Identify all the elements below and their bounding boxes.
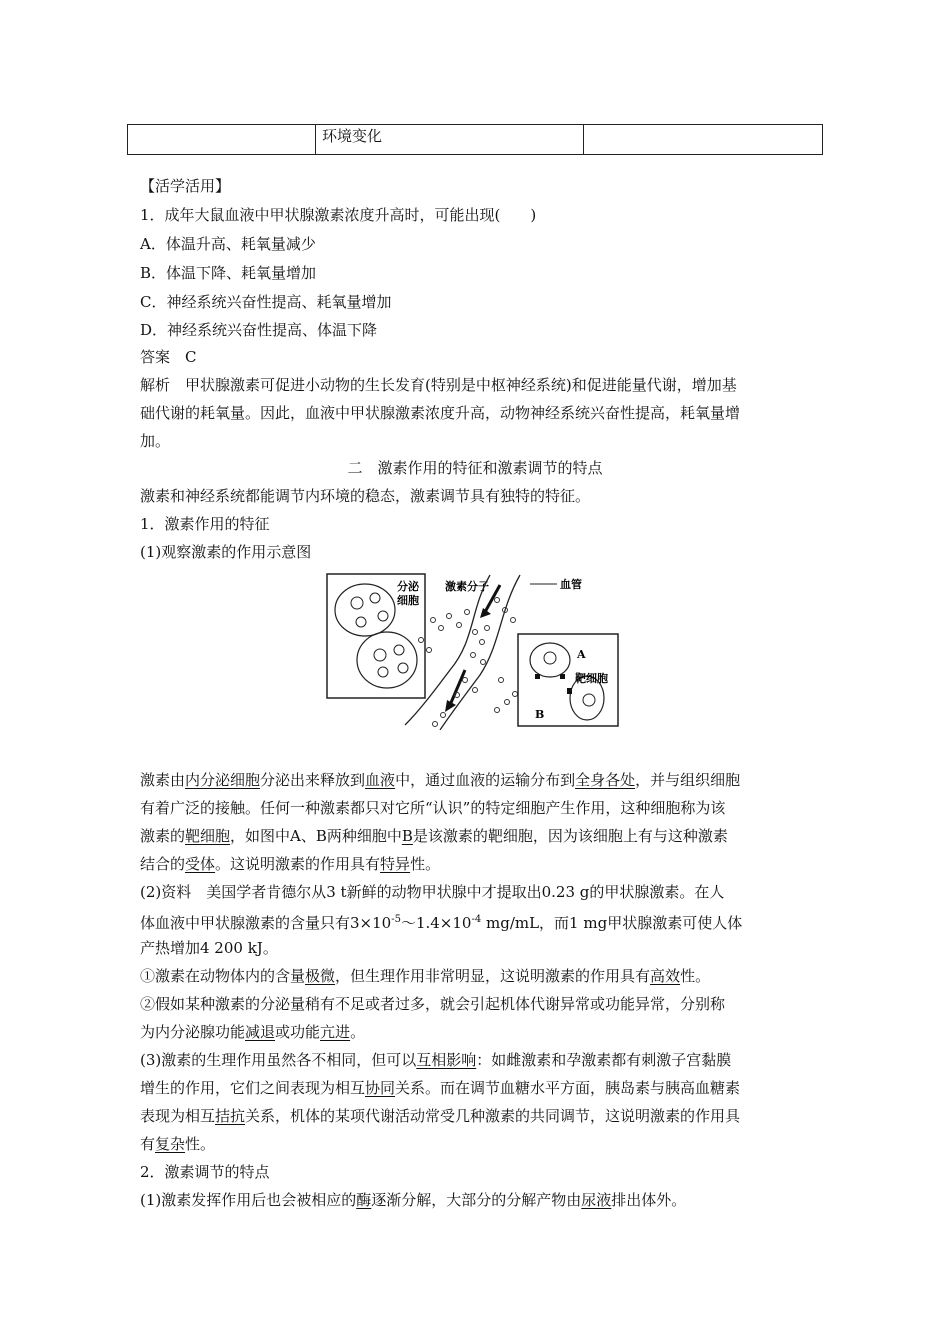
blank-answer: 拮抗: [215, 1107, 246, 1125]
blank-answer: 减退: [245, 1023, 276, 1041]
para-line: (1)激素发挥作用后也会被相应的酶逐渐分解，大部分的分解产物由尿液排出体外。: [140, 1191, 687, 1209]
blank-answer: 血液: [365, 771, 396, 789]
label-vessel: 血管: [560, 578, 582, 591]
table-cell: [128, 125, 316, 155]
intro-text: 激素和神经系统都能调节内环境的稳态，激素调节具有独特的特征。: [140, 487, 591, 505]
para-line: 有着广泛的接触。任何一种激素都只对它所“认识”的特定细胞产生作用，这种细胞称为该: [140, 799, 726, 817]
flow-arrow: [450, 670, 465, 705]
label-target: 靶细胞: [575, 672, 608, 685]
option-c: C．神经系统兴奋性提高、耗氧量增加: [140, 293, 392, 311]
blank-answer: 特异: [380, 855, 411, 873]
blank-answer: 全身各处: [575, 771, 636, 789]
blank-answer: 高效: [650, 967, 681, 985]
label-secretory: 分泌: [397, 580, 419, 593]
analysis-line: 解析 甲状腺激素可促进小动物的生长发育(特别是中枢神经系统)和促进能量代谢，增加基: [140, 376, 737, 394]
para-line: ②假如某种激素的分泌量稍有不足或者过多，就会引起机体代谢异常或功能异常，分别称: [140, 995, 726, 1013]
blank-answer: 复杂: [155, 1135, 186, 1153]
secretory-cell: [335, 584, 395, 636]
para-line: 结合的受体。这说明激素的作用具有特异性。: [140, 855, 441, 873]
subheading: 2．激素调节的特点: [140, 1163, 270, 1181]
para-line: (3)激素的生理作用虽然各不相同，但可以互相影响：如雌激素和孕激素都有刺激子宫黏膜: [140, 1051, 732, 1069]
section-label: 【活学活用】: [140, 177, 231, 195]
label-cell: 细胞: [397, 594, 419, 607]
para-line: 增生的作用，它们之间表现为相互协同关系。而在调节血糖水平方面，胰岛素与胰高血糖素: [140, 1079, 741, 1097]
section-heading: 二 激素作用的特征和激素调节的特点: [347, 459, 603, 477]
table-cell: 环境变化: [316, 125, 584, 155]
analysis-line: 加。: [140, 432, 171, 450]
blank-answer: 尿液: [581, 1191, 612, 1209]
table-fragment: [127, 124, 823, 155]
label-a: A: [577, 648, 586, 661]
answer: 答案 C: [140, 348, 197, 366]
subheading: (1)观察激素的作用示意图: [140, 543, 312, 561]
blank-answer: 受体: [185, 855, 216, 873]
option-d: D．神经系统兴奋性提高、体温下降: [140, 321, 378, 339]
para-line: 激素由内分泌细胞分泌出来释放到血液中，通过血液的运输分布到全身各处，并与组织细胞: [140, 771, 741, 789]
para-line: ①激素在动物体内的含量极微，但生理作用非常明显，这说明激素的作用具有高效性。: [140, 967, 711, 985]
blank-answer: 靶细胞: [185, 827, 231, 845]
blank-answer: 互相影响: [416, 1051, 477, 1069]
para-line: (2)资料 美国学者肯德尔从3 t新鲜的动物甲状腺中才提取出0.23 g的甲状腺激素。在人: [140, 883, 725, 901]
label-b: B: [535, 708, 545, 721]
para-line: 产热增加4 200 kJ。: [140, 939, 278, 957]
label-molecule: 激素分子: [445, 580, 489, 593]
para-line: 有复杂性。: [140, 1135, 216, 1153]
table-cell: [584, 125, 823, 155]
blank-answer: 协同: [365, 1079, 396, 1097]
secretory-cell: [357, 632, 417, 688]
option-b: B．体温下降、耗氧量增加: [140, 264, 317, 282]
hormone-diagram: [325, 570, 620, 730]
para-line: 激素的靶细胞，如图中A、B两种细胞中B是该激素的靶细胞，因为该细胞上有与这种激素: [140, 827, 728, 845]
para-line: 为内分泌腺功能减退或功能亢进。: [140, 1023, 366, 1041]
para-line: 表现为相互拮抗关系，机体的某项代谢活动常受几种激素的共同调节，这说明激素的作用具: [140, 1107, 741, 1125]
subheading: 1．激素作用的特征: [140, 515, 270, 533]
question-text: 1．成年大鼠血液中甲状腺激素浓度升高时，可能出现( ): [140, 206, 537, 224]
table-row: [128, 125, 823, 155]
blank-answer: 内分泌细胞: [185, 771, 261, 789]
blank-answer: B: [401, 827, 413, 845]
blank-answer: 酶: [356, 1191, 372, 1209]
cell-a: [530, 643, 570, 677]
para-line: 体血液中甲状腺激素的含量只有$3\times 10^{-5}\sim 1.4\times 10^{-4}$ mg/mL，而1 mg甲状腺激素可使人体: [140, 914, 743, 932]
blank-answer: 亢进: [320, 1023, 351, 1041]
blank-answer: 极微: [305, 967, 336, 985]
option-a: A．体温升高、耗氧量减少: [140, 235, 316, 253]
analysis-line: 础代谢的耗氧量。因此，血液中甲状腺激素浓度升高，动物神经系统兴奋性提高，耗氧量增: [140, 404, 741, 422]
